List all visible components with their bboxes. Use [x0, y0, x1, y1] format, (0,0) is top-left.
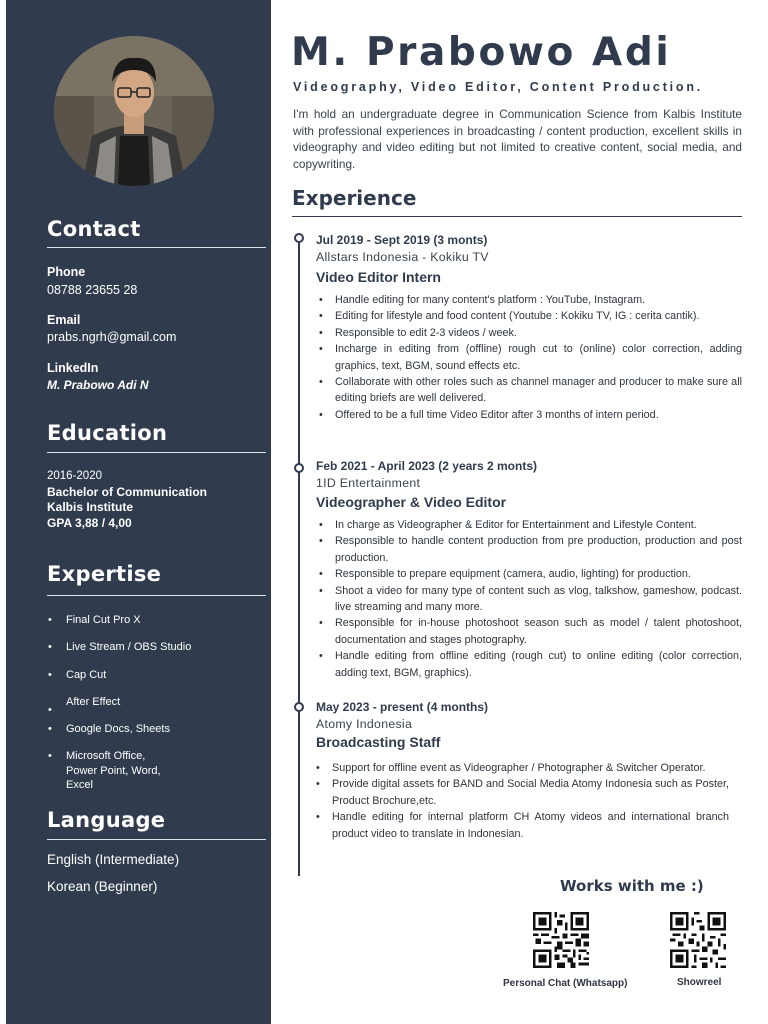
job-bullet: • Handle editing from offline editing (rough cut) to online editing (color correction, adding text, BGM, graphics).	[316, 648, 742, 681]
job-bullet: • Handle editing for many content's platform : YouTube, Instagram.	[316, 292, 742, 308]
education-heading: Education	[47, 421, 168, 445]
language-heading: Language	[47, 808, 166, 832]
showreel-qr-label: Showreel	[677, 977, 722, 988]
whatsapp-qr-code[interactable]	[533, 912, 589, 968]
timeline-node	[294, 463, 304, 473]
experience-heading: Experience	[292, 186, 417, 210]
job-bullet: • Responsible to handle content production from pre production, production and post production.	[316, 533, 742, 566]
job-bullet: • Responsible for in-house photoshoot season such as model / talent photoshoot, documentation and stages photography.	[316, 615, 742, 648]
job-bullet: • Offered to be a full time Video Editor after 3 months of intern period.	[316, 407, 742, 423]
timeline-node	[294, 702, 304, 712]
job-company: 1ID Entertainment	[316, 476, 421, 490]
works-heading: Works with me :)	[560, 877, 704, 895]
job-bullet: • Editing for lifestyle and food content (Youtube : Kokiku TV, IG : cerita cantik).	[316, 308, 742, 324]
linkedin-value[interactable]: M. Prabowo Adi N	[47, 378, 149, 392]
language-item: Korean (Beginner)	[47, 879, 158, 894]
phone-label: Phone	[47, 265, 86, 279]
education-years: 2016-2020	[47, 470, 102, 482]
job-bullet: • Support for offline event as Videographer / Photographer & Switcher Operator.	[313, 760, 729, 776]
job-period: Jul 2019 - Sept 2019 (3 monts)	[316, 233, 488, 247]
language-divider	[47, 839, 266, 840]
expertise-heading: Expertise	[47, 562, 162, 586]
phone-value[interactable]: 08788 23655 28	[47, 283, 138, 297]
experience-divider	[292, 216, 742, 217]
job-company: Atomy Indonesia	[316, 717, 413, 731]
whatsapp-qr-label: Personal Chat (Whatsapp)	[503, 978, 628, 989]
tagline: Videography, Video Editor, Content Production.	[293, 80, 704, 94]
language-item: English (Intermediate)	[47, 852, 180, 867]
linkedin-label: LinkedIn	[47, 361, 99, 375]
education-degree: Bachelor of Communication	[47, 484, 208, 499]
profile-photo	[54, 36, 214, 186]
job-company: Allstars Indonesia - Kokiku TV	[316, 250, 489, 264]
job-bullets	[316, 517, 742, 681]
education-gpa: GPA 3,88 / 4,00	[47, 515, 132, 530]
job-bullet: • Collaborate with other roles such as channel manager and producer to make sure all editing briefs are well delivered.	[316, 374, 742, 407]
job-bullet: • Provide digital assets for BAND and Social Media Atomy Indonesia such as Poster, Product Brochure,etc.	[313, 776, 729, 809]
job-period: Feb 2021 - April 2023 (2 years 2 monts)	[316, 459, 537, 473]
job-bullet: • Responsible to edit 2-3 videos / week.	[316, 325, 742, 341]
job-role: Broadcasting Staff	[316, 734, 441, 750]
sidebar: Contact Phone 08788 23655 28 Email prabs.ngrh@gmail.com LinkedIn M. Prabowo Adi N Education 2016-2020 Bachelor of Communication Kalbis Institute GPA 3,88 / 4,00 Expertise • Final Cut Pro X • Live Stream / OBS Studio • Cap Cut • After Effect • Google Docs, Sheets • Microsoft Office, Power Point, Word, Excel Language English (Intermediate) Korean (Beginner)	[6, 0, 271, 1024]
showreel-qr-code[interactable]	[670, 912, 726, 968]
job-bullet: • Handle editing for internal platform CH Atomy videos and international branch product video to translate in Indonesian.	[313, 809, 729, 842]
job-role: Videographer & Video Editor	[316, 494, 507, 510]
job-bullet: • Incharge in editing from (offline) rough cut to (online) color correction, adding graphics, text, BGM, sound effects etc.	[316, 341, 742, 374]
job-bullet: • In charge as Videographer & Editor for Entertainment and Lifestyle Content.	[316, 517, 742, 533]
profile-summary: I'm hold an undergraduate degree in Communication Science from Kalbis Institute with professional experiences in broadcasting / content production, excellent skills in videography and video editing but not limited to creative content, social media, and copywriting.	[293, 107, 742, 171]
job-bullet: • Responsible to prepare equipment (camera, audio, lighting) for production.	[316, 566, 742, 582]
email-value[interactable]: prabs.ngrh@gmail.com	[47, 330, 177, 344]
education-entry	[47, 469, 207, 531]
job-bullets	[316, 292, 742, 423]
education-school: Kalbis Institute	[47, 500, 134, 514]
contact-heading: Contact	[47, 217, 141, 241]
education-divider	[47, 452, 266, 453]
job-bullet: • Shoot a video for many type of content such as vlog, talkshow, gameshow, podcast. live streaming and many more.	[316, 583, 742, 616]
timeline-node	[294, 233, 304, 243]
email-label: Email	[47, 313, 81, 327]
expertise-divider	[47, 595, 266, 596]
job-bullets	[313, 760, 729, 842]
timeline-line	[298, 238, 300, 876]
candidate-name: M. Prabowo Adi	[291, 30, 672, 75]
job-role: Video Editor Intern	[316, 269, 441, 285]
contact-divider	[47, 247, 266, 248]
job-period: May 2023 - present (4 months)	[316, 700, 489, 714]
